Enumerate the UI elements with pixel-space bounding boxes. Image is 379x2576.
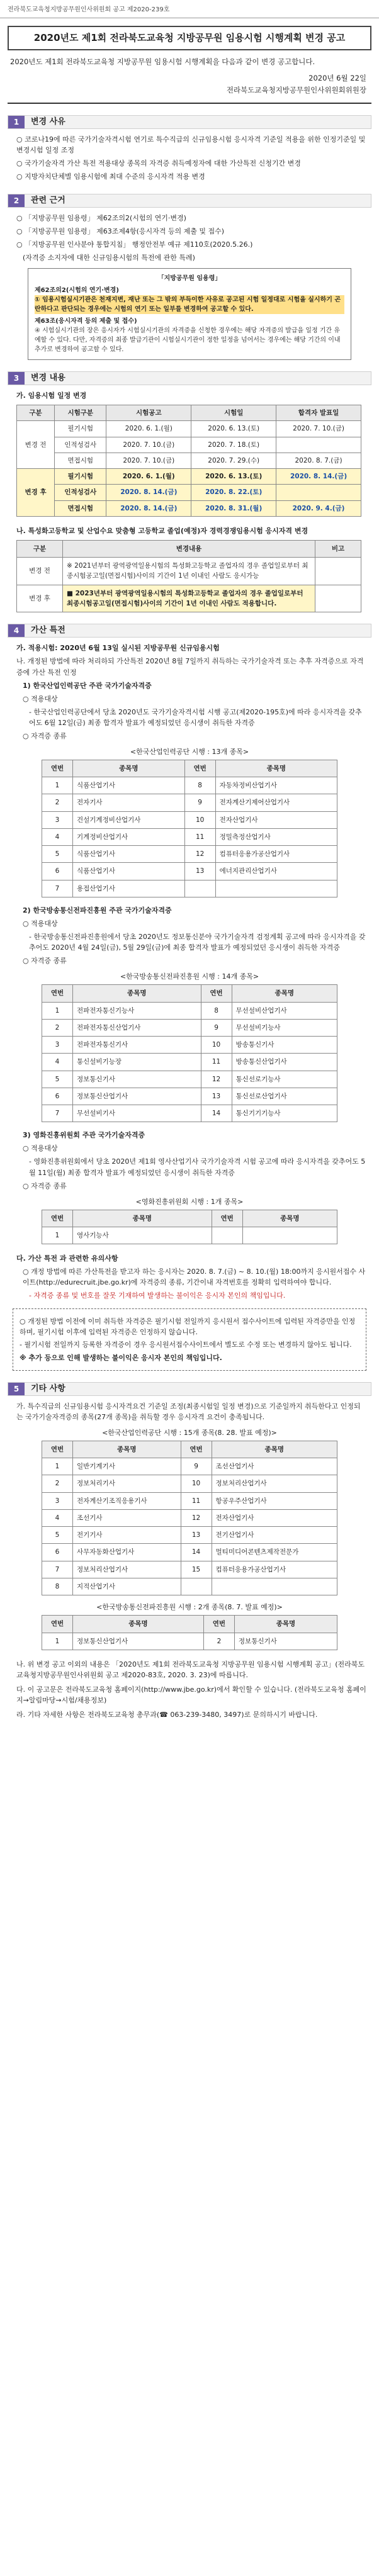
- column-header: 시험일: [191, 405, 276, 421]
- table-cell: 12: [181, 1509, 212, 1526]
- bonus-item: 나. 개정된 방법에 따라 처리하되 가산특전 2020년 8월 7일까지 취득하는 국가기술자격 또는 추후 자격증으로 자격증에 가산 특전 인정: [16, 657, 364, 677]
- row-group-label: 변경 전: [17, 558, 63, 585]
- etc-item: 나. 위 변경 공고 이외의 내용은 「2020년도 제1회 전라북도교육청 지방공무원 임용시험 시행계획 공고」(전라북도교육청지방공무원인사위원회 공고 제2020-83호, 2020. 3. 23)에 따릅니다.: [16, 1660, 365, 1679]
- table-row: [42, 1561, 337, 1578]
- table-cell: 면접시험: [55, 453, 106, 468]
- column-header: 연번: [42, 985, 73, 1002]
- divider: [8, 103, 371, 104]
- table-row: [42, 863, 337, 880]
- table-cell: 2020. 9. 4.(금): [276, 500, 361, 516]
- column-header: 종목명: [212, 1441, 337, 1458]
- bonus-target-label: ○ 적용대상: [23, 920, 58, 928]
- section-number: 1: [8, 116, 25, 128]
- table-cell: 3: [42, 811, 73, 828]
- column-header: 종목명: [73, 1441, 181, 1458]
- certificate-table: [42, 760, 337, 897]
- table-cell: 필기시험: [55, 421, 106, 437]
- column-header: 종목명: [73, 760, 185, 777]
- section-header-etc: [8, 1382, 371, 1396]
- table-row: [42, 1527, 337, 1544]
- regulation-excerpt: [28, 268, 351, 360]
- table-cell: 5: [42, 1071, 73, 1088]
- table-cell: 통신기기기능사: [232, 1105, 337, 1122]
- table-caption: <영화진흥위원회 시행 : 1개 종목>: [135, 1197, 244, 1206]
- schedule-table: [16, 405, 361, 517]
- table-cell: 정보처리산업기사: [212, 1475, 337, 1492]
- table-row: [17, 558, 361, 585]
- table-row: [42, 828, 337, 845]
- table-cell: 7: [42, 880, 73, 897]
- table-cell: 2020. 6. 13.(토): [191, 421, 276, 437]
- bonus-warning: - 자격증 종류 및 번호를 잘못 기재하여 발생하는 불이익은 응시자 본인의 책임입니다.: [29, 1291, 286, 1300]
- table-row: [42, 1105, 337, 1122]
- issuing-organization: 전라북도교육청지방공무원인사위원회위원장: [226, 86, 366, 95]
- table-cell: 6: [42, 1544, 73, 1561]
- table-cell: 2020. 8. 7.(금): [276, 453, 361, 468]
- table-cell: 무선설비기사: [73, 1105, 201, 1122]
- table-cell: 4: [42, 828, 73, 845]
- table-row: [42, 1071, 337, 1088]
- row-group-label: 변경 후: [17, 585, 63, 612]
- table-cell: 9: [184, 794, 215, 811]
- certificate-table: [42, 1210, 337, 1245]
- etc-item: 다. 이 공고문은 전라북도교육청 홈페이지(http://www.jbe.go.kr)에서 확인할 수 있습니다. (전라북도교육청 홈페이지→알림마당→시험/채용정보): [16, 1685, 366, 1704]
- section-header-changes: [8, 371, 371, 385]
- column-header: 합격자 발표일: [276, 405, 361, 421]
- table-cell: 4: [42, 1509, 73, 1526]
- table-cell: 11: [201, 1054, 232, 1071]
- table-cell: 2: [203, 1633, 234, 1650]
- table-cell: 조선기사: [73, 1509, 181, 1526]
- table-cell: 14: [181, 1544, 212, 1561]
- table-cell: 1: [42, 1633, 73, 1650]
- table-cell: [315, 558, 361, 585]
- table-cell: [215, 880, 337, 897]
- column-header: 종목명: [234, 1616, 337, 1633]
- table-caption: <한국방송통신전파진흥원 시행 : 14개 종목>: [120, 972, 259, 981]
- table-row: [42, 1492, 337, 1509]
- table-cell: 2020. 8. 14.(금): [106, 500, 191, 516]
- table-cell: 8: [42, 1578, 73, 1595]
- table-cell: 멀티미디어콘텐츠제작전문가: [212, 1544, 337, 1561]
- table-cell: 통신설비기능장: [73, 1054, 201, 1071]
- notice-date: 2020년 6월 22일: [308, 73, 366, 82]
- section-number: 3: [8, 372, 25, 385]
- table-cell: [181, 1578, 212, 1595]
- table-cell: 3: [42, 1037, 73, 1054]
- table-row: [17, 500, 361, 516]
- bonus-subheading: 2) 한국방송통신전파진흥원 주관 국가기술자격증: [23, 906, 172, 914]
- table-cell: 전기기사: [73, 1527, 181, 1544]
- table-row: [42, 846, 337, 863]
- table-cell: 전자계산기조직응용기사: [73, 1492, 181, 1509]
- table-row: [42, 777, 337, 794]
- notice-warning: ※ 추가 등으로 인해 발생하는 불이익은 응시자 본인의 책임입니다.: [20, 1353, 222, 1362]
- table-cell: 지적산업기사: [73, 1578, 181, 1595]
- table-cell: 조선산업기사: [212, 1458, 337, 1475]
- column-header: 종목명: [73, 985, 201, 1002]
- section-number: 4: [8, 624, 25, 637]
- section-header-basis: [8, 194, 371, 208]
- table-cell: 식품산업기사: [73, 863, 185, 880]
- table-cell: 전기산업기사: [212, 1527, 337, 1544]
- table-cell: 2020. 6. 13.(토): [191, 469, 276, 485]
- table-cell: 6: [42, 1088, 73, 1105]
- table-cell: [276, 485, 361, 500]
- table-row: [42, 1054, 337, 1071]
- column-header: 변경내용: [63, 540, 315, 557]
- table-cell: 전파전자통신기능사: [73, 1002, 201, 1019]
- section-label: 가산 특전: [31, 626, 65, 636]
- table-cell: 전자산업기사: [212, 1509, 337, 1526]
- column-header: 종목명: [215, 760, 337, 777]
- etc-item: 가. 특수직급의 신규임용시험 응시자격요건 기준일 조정(최종시험일 일정 변경)으로 기준일까지 취득한다고 인정되는 국가기술자격증의 종목(27개 종목)을 취득할 경우 응시자격 요건이 충족됩니다.: [16, 1402, 361, 1421]
- bonus-item: 가. 적용시험: 2020년 6월 13일 실시된 지방공무원 신규임용시험: [16, 644, 220, 653]
- table-cell: 전자계산기제어산업기사: [215, 794, 337, 811]
- table-caption: <한국산업인력공단 시행 : 13개 종목>: [130, 747, 249, 756]
- table-row: [17, 437, 361, 453]
- bonus-target-text: - 한국산업인력공단에서 당초 2020년도 국가기술자격시험 시행 공고(제2020-195호)에 따라 응시자격을 갖추어도 6월 12일(금) 최종 합격자 발표가 예정되었던 응시생이 취득한 자격증: [29, 707, 362, 727]
- column-header: 종목명: [242, 1210, 337, 1227]
- table-row: [42, 880, 337, 897]
- etc-item: 라. 기타 자세한 사항은 전라북도교육청 총무과(☎ 063-239-3480, 3497)로 문의하시기 바랍니다.: [16, 1710, 318, 1719]
- excerpt-title: 「지방공무원 임용령」: [157, 274, 222, 282]
- table-cell: 방송통신기사: [232, 1037, 337, 1054]
- table-cell: 전자산업기사: [215, 811, 337, 828]
- reason-item: ○ 국가기술자격 가산 특전 적용대상 종목의 자격증 취득예정자에 대한 가산특전 신청기간 변경: [16, 159, 301, 168]
- table-cell: 정보통신산업기사: [73, 1088, 201, 1105]
- table-cell: 방송통신산업기사: [232, 1054, 337, 1071]
- table-cell: [212, 1578, 337, 1595]
- table-cell: 무선설비산업기사: [232, 1002, 337, 1019]
- table-cell: 통신선로기능사: [232, 1071, 337, 1088]
- reason-item: ○ 지방자치단체별 임용시험에 최대 수준의 응시자격 적용 변경: [16, 172, 205, 181]
- table-cell: 인적성검사: [55, 485, 106, 500]
- row-group-label: 변경 전: [17, 421, 55, 469]
- table-cell: 3: [42, 1492, 73, 1509]
- section-header-bonus: [8, 624, 371, 638]
- column-header: 연번: [203, 1616, 234, 1633]
- table-cell: 2020. 8. 22.(토): [191, 485, 276, 500]
- table-cell: 영사기능사: [73, 1227, 212, 1244]
- certificate-table: [42, 1441, 337, 1595]
- notice-text: ○ 개정된 방법 이전에 이미 취득한 자격증은 필기시험 전일까지 응시원서 접수사이트에 입력된 자격증만을 인정하며, 필기시험 이후에 입력된 자격증은 인정하지 않습니다.: [20, 1317, 356, 1337]
- table-cell: 정보통신기사: [73, 1071, 201, 1088]
- table-cell: ■ 2023년부터 광역광역일용시험의 특성화고등학교 졸업자의 경우 졸업일로부터 최종시험공고일(면접시험)사이의 기간이 1년 이내인 사람도 적용합니다.: [63, 585, 315, 612]
- table-cell: 식품산업기사: [73, 846, 185, 863]
- table-cell: 통신선로산업기사: [232, 1088, 337, 1105]
- table-cell: 건설기계정비산업기사: [73, 811, 185, 828]
- basis-item: ○ 「지방공무원 인사분야 통합지침」 행정안전부 예규 제110호(2020.5.26.): [16, 240, 253, 249]
- bonus-target-text: - 영화진흥위원회에서 당초 2020년 제1회 영사산업기사 국가기술자격 시험 공고에 따라 응시자격을 갖추어도 5월 11일(월) 최종 합격자 발표가 예정되었던 응시생이 취득한 자격증: [29, 1157, 366, 1177]
- table-cell: 9: [201, 1019, 232, 1036]
- bonus-target-text: - 한국방송통신전파진흥원에서 당초 2020년도 정보통신분야 국가기술자격 검정계획 공고에 따라 응시자격을 갖추어도 2020년 4월 24일(금), 5월 29일(금)에 최종 합격자 발표가 예정되었던 응시생이 취득한 자격증: [29, 933, 366, 952]
- table-cell: 13: [201, 1088, 232, 1105]
- table-cell: 5: [42, 846, 73, 863]
- column-header: 종목명: [73, 1210, 212, 1227]
- table-cell: 11: [181, 1492, 212, 1509]
- table-row: [42, 1019, 337, 1036]
- excerpt-article: 제63조(응시자격 등의 제출 및 접수): [35, 317, 137, 325]
- table-row: [42, 1002, 337, 1019]
- bonus-note: ○ 개정 방법에 따른 가산특전을 받고자 하는 응시자는 2020. 8. 7.(금) ~ 8. 10.(월) 18:00까지 응시원서접수 사이트(http://edurecruit.jbe.go.kr)에 자격증의 종류, 기간이내 자격번호를 정확히 입력하여야 합니다.: [23, 1268, 366, 1287]
- table-cell: 12: [201, 1071, 232, 1088]
- table-row: [17, 453, 361, 468]
- column-header: 구분: [17, 405, 55, 421]
- table-cell: 일반기계기사: [73, 1458, 181, 1475]
- column-header: 구분: [17, 540, 63, 557]
- table-row: [42, 811, 337, 828]
- table-cell: 2020. 6. 1.(월): [106, 421, 191, 437]
- table-cell: 전파전자통신기사: [73, 1037, 201, 1054]
- table-cell: 전자기사: [73, 794, 185, 811]
- table-cell: 1: [42, 1002, 73, 1019]
- table-cell: 인적성검사: [55, 437, 106, 453]
- table-cell: [242, 1227, 337, 1244]
- table-cell: 에너지관리산업기사: [215, 863, 337, 880]
- table-row: [42, 1509, 337, 1526]
- table-cell: 2020. 7. 29.(수): [191, 453, 276, 468]
- table-row: [42, 794, 337, 811]
- table-cell: 8: [201, 1002, 232, 1019]
- table-cell: [276, 437, 361, 453]
- notice-text: - 필기시험 전일까지 등록한 자격증이 경우 응시원서접수사이트에서 별도로 수정 또는 변경하지 않아도 됩니다.: [20, 1341, 352, 1349]
- table-cell: 자동차정비산업기사: [215, 777, 337, 794]
- reason-item: ○ 코로나19에 따른 국가기술자격시험 연기로 특수직급의 신규임용시험 응시자격 기준일 적용을 위한 인정기준일 및 변경시험 일정 조정: [16, 135, 366, 155]
- column-header: 연번: [42, 1616, 73, 1633]
- column-header: 종목명: [73, 1616, 204, 1633]
- column-header: 연번: [42, 1441, 73, 1458]
- table-row: [42, 1578, 337, 1595]
- table-cell: 9: [181, 1458, 212, 1475]
- row-group-label: 변경 후: [17, 469, 55, 517]
- table-row: [42, 1475, 337, 1492]
- subsection-title: 나. 특성화고등학교 및 산업수요 맞춤형 고등학교 졸업(예정)자 경력경쟁임용시험 응시자격 변경: [16, 526, 308, 535]
- subsection-title: 가. 임용시험 일정 변경: [16, 391, 87, 400]
- table-cell: 2020. 8. 14.(금): [276, 469, 361, 485]
- column-header: 비고: [315, 540, 361, 557]
- table-cell: 정보처리기사: [73, 1475, 181, 1492]
- table-cell: 1: [42, 1227, 73, 1244]
- table-row: [17, 421, 361, 437]
- bonus-item: 다. 가산 특전 과 관련한 유의사항: [16, 1254, 118, 1263]
- basis-item: (자격증 소지자에 대한 신규임용시험의 특전에 관한 특례): [23, 253, 195, 262]
- table-row: [42, 1227, 337, 1244]
- table-cell: 13: [184, 863, 215, 880]
- certificate-table: [42, 984, 337, 1122]
- notice-title: 2020년도 제1회 전라북도교육청 지방공무원 임용시험 시행계획 변경 공고: [8, 26, 371, 50]
- basis-item: ○ 「지방공무원 임용령」 제63조제4항(응시자격 등의 제출 및 접수): [16, 227, 225, 235]
- column-header: 연번: [42, 760, 73, 777]
- column-header: 연번: [184, 760, 215, 777]
- table-cell: 10: [184, 811, 215, 828]
- table-cell: 사무자동화산업기사: [73, 1544, 181, 1561]
- intro-text: 2020년도 제1회 전라북도교육청 지방공무원 임용시험 시행계획을 다음과 같이 변경 공고합니다.: [10, 57, 315, 66]
- table-row: [42, 1037, 337, 1054]
- table-cell: 2: [42, 1019, 73, 1036]
- column-header: 시험구분: [55, 405, 106, 421]
- table-cell: 정보통신산업기사: [73, 1633, 204, 1650]
- table-cell: 2020. 6. 1.(월): [106, 469, 191, 485]
- table-row: [17, 585, 361, 612]
- table-cell: 2020. 7. 18.(토): [191, 437, 276, 453]
- table-cell: 2020. 8. 14.(금): [106, 485, 191, 500]
- table-cell: 용접산업기사: [73, 880, 185, 897]
- table-cell: 2020. 7. 10.(금): [106, 453, 191, 468]
- column-header: 연번: [212, 1210, 242, 1227]
- excerpt-highlight: ① 임용시험실시기관은 천재지변, 재난 또는 그 밖의 부득이한 사유로 공고된 시험 일정대로 시험을 실시하기 곤란하다고 판단되는 경우에는 시험의 연기 또는 일부를 변경하여 공고할 수 있다.: [35, 295, 344, 314]
- section-header-reasons: [8, 115, 371, 129]
- table-cell: 12: [184, 846, 215, 863]
- excerpt-text: ④ 시험실시기관의 장은 응시자가 시험실시기관의 자격증을 신청한 경우에는 해당 자격증의 발급을 일정 기간 유예할 수 있다. 다만, 자격증의 최종 발급기관이 시험실시기관이 정한 일정을 넘어서는 경우에는 해당 기간의 이내 추가로 변경하여 공고할 수 있다.: [35, 327, 341, 353]
- bonus-target-label: ○ 적용대상: [23, 694, 58, 703]
- table-caption: <한국산업인력공단 시행 : 15개 종목(8. 28. 발표 예정)>: [102, 1428, 277, 1437]
- bonus-subheading: 3) 영화진흥위원회 주관 국가기술자격증: [23, 1131, 145, 1140]
- table-cell: ※ 2021년부터 광역광역일용시험의 특성화고등학교 졸업자의 경우 졸업일로부터 최종시험공고일(면접시험)사이의 기간이 1년 이내인 사람도 응시가능: [63, 558, 315, 585]
- table-cell: 11: [184, 828, 215, 845]
- table-cell: 7: [42, 1105, 73, 1122]
- table-cell: 10: [181, 1475, 212, 1492]
- section-label: 변경 내용: [31, 373, 65, 383]
- table-cell: 정보처리산업기사: [73, 1561, 181, 1578]
- table-row: [42, 1088, 337, 1105]
- table-cell: 5: [42, 1527, 73, 1544]
- table-row: [17, 469, 361, 485]
- section-number: 2: [8, 194, 25, 207]
- table-cell: [212, 1227, 242, 1244]
- table-cell: 필기시험: [55, 469, 106, 485]
- table-cell: 2020. 7. 10.(금): [106, 437, 191, 453]
- notice-reference: 전라북도교육청지방공무원인사위원회 공고 제2020-239호: [0, 0, 379, 18]
- table-cell: 13: [181, 1527, 212, 1544]
- section-label: 기타 사항: [31, 1383, 65, 1393]
- table-cell: 8: [184, 777, 215, 794]
- table-cell: 15: [181, 1561, 212, 1578]
- table-cell: 기계정비산업기사: [73, 828, 185, 845]
- bonus-subheading: 1) 한국산업인력공단 주관 국가기술자격증: [23, 681, 152, 690]
- table-cell: 2020. 8. 31.(월): [191, 500, 276, 516]
- table-cell: 14: [201, 1105, 232, 1122]
- table-cell: 컴퓨터응용가공산업기사: [215, 846, 337, 863]
- table-row: [42, 1458, 337, 1475]
- section-label: 변경 사유: [31, 117, 65, 127]
- section-number: 5: [8, 1383, 25, 1395]
- table-cell: 2: [42, 794, 73, 811]
- table-cell: 컴퓨터응용가공산업기사: [212, 1561, 337, 1578]
- table-cell: 항공우주산업기사: [212, 1492, 337, 1509]
- eligibility-table: [16, 540, 361, 612]
- column-header: 연번: [181, 1441, 212, 1458]
- notice-box: [13, 1308, 366, 1370]
- table-cell: 전파전자통신산업기사: [73, 1019, 201, 1036]
- certificate-table: [42, 1615, 337, 1650]
- excerpt-article: 제62조의2(시험의 연기·변경): [35, 286, 119, 294]
- table-row: [42, 1544, 337, 1561]
- table-cell: 7: [42, 1561, 73, 1578]
- bonus-types-label: ○ 자격증 종류: [23, 1181, 67, 1190]
- column-header: 연번: [42, 1210, 73, 1227]
- bonus-types-label: ○ 자격증 종류: [23, 731, 67, 740]
- table-cell: 정보통신기사: [234, 1633, 337, 1650]
- table-cell: 무선설비기능사: [232, 1019, 337, 1036]
- table-cell: [315, 585, 361, 612]
- table-cell: 1: [42, 777, 73, 794]
- basis-item: ○ 「지방공무원 임용령」 제62조의2(시험의 연기·변경): [16, 213, 186, 222]
- table-cell: 6: [42, 863, 73, 880]
- table-cell: 식품산업기사: [73, 777, 185, 794]
- table-cell: 4: [42, 1054, 73, 1071]
- column-header: 시험공고: [106, 405, 191, 421]
- section-label: 관련 근거: [31, 195, 65, 205]
- table-cell: 2: [42, 1475, 73, 1492]
- bonus-target-label: ○ 적용대상: [23, 1144, 58, 1153]
- table-caption: <한국방송통신전파진흥원 시행 : 2개 종목(8. 7. 발표 예정)>: [96, 1603, 283, 1612]
- column-header: 종목명: [232, 985, 337, 1002]
- table-cell: 정밀측정산업기사: [215, 828, 337, 845]
- table-cell: 1: [42, 1458, 73, 1475]
- table-cell: [184, 880, 215, 897]
- column-header: 연번: [201, 985, 232, 1002]
- table-cell: 면접시험: [55, 500, 106, 516]
- table-cell: 2020. 7. 10.(금): [276, 421, 361, 437]
- bonus-types-label: ○ 자격증 종류: [23, 957, 67, 965]
- table-cell: 10: [201, 1037, 232, 1054]
- table-row: [17, 485, 361, 500]
- table-row: [42, 1633, 337, 1650]
